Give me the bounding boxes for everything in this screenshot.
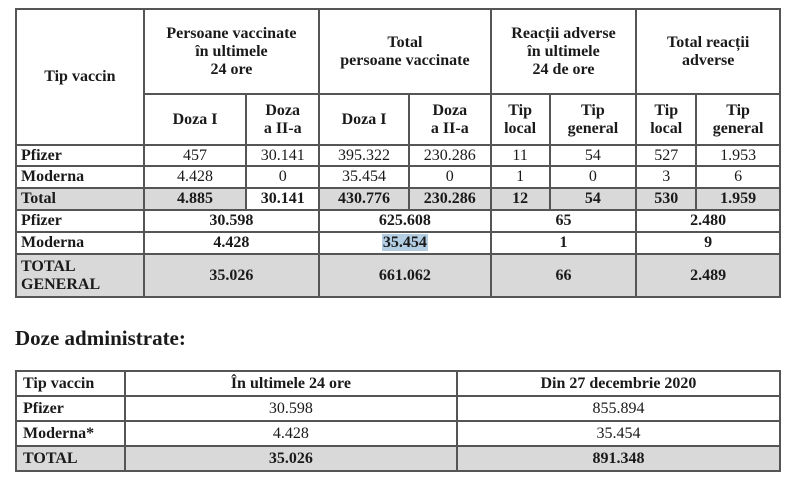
- cell: 2.480: [636, 210, 780, 232]
- cell: 2.489: [636, 254, 780, 297]
- subheader-tip-local: Tip local: [636, 94, 696, 145]
- cell: 4.885: [144, 188, 247, 210]
- cell: 66: [491, 254, 637, 297]
- subheader-doza-2: Doza a II-a: [409, 94, 491, 145]
- header-since-date: Din 27 decembrie 2020: [457, 371, 780, 396]
- cell: 11: [491, 145, 550, 166]
- cell: 1: [491, 166, 550, 188]
- cell: 35.026: [125, 446, 457, 471]
- header-total-vaccinated: Total persoane vaccinate: [319, 9, 491, 94]
- cell: 6: [696, 166, 780, 188]
- row-label: Pfizer: [16, 145, 144, 166]
- row-label: Pfizer: [16, 210, 144, 232]
- cell: 30.598: [125, 396, 457, 421]
- cell: 891.348: [457, 446, 780, 471]
- cell: 4.428: [125, 421, 457, 446]
- table-row: [16, 396, 780, 421]
- cell: 12: [491, 188, 550, 210]
- row-label: Moderna: [16, 166, 144, 188]
- row-label: Total: [16, 188, 144, 210]
- doses-administered-table: [15, 370, 781, 472]
- cell-highlighted[interactable]: [319, 232, 491, 254]
- header-last-24h: În ultimele 24 ore: [125, 371, 457, 396]
- cell: 0: [550, 166, 637, 188]
- summary-row: [16, 210, 780, 232]
- subheader-doza-1: Doza I: [144, 94, 247, 145]
- row-label: Pfizer: [16, 396, 125, 421]
- cell: 35.454: [457, 421, 780, 446]
- cell: 527: [636, 145, 696, 166]
- cell: 9: [636, 232, 780, 254]
- cell: 35.454: [319, 166, 409, 188]
- row-label: Moderna*: [16, 421, 125, 446]
- table-row: [16, 166, 780, 188]
- subheader-doza-1: Doza I: [319, 94, 409, 145]
- cell: 230.286: [409, 188, 491, 210]
- total-row: [16, 188, 780, 210]
- cell: 430.776: [319, 188, 409, 210]
- subheader-tip-general: Tip general: [550, 94, 637, 145]
- cell: 625.608: [319, 210, 491, 232]
- header-vaccinated-24h: Persoane vaccinate în ultimele 24 ore: [144, 9, 319, 94]
- cell: 855.894: [457, 396, 780, 421]
- vaccination-stats-table: [15, 8, 781, 298]
- cell: 1.959: [696, 188, 780, 210]
- header-tip-vaccin: Tip vaccin: [16, 371, 125, 396]
- row-label: TOTAL GENERAL: [16, 254, 144, 297]
- cell: 3: [636, 166, 696, 188]
- cell: 54: [550, 188, 637, 210]
- header-tip-vaccin: Tip vaccin: [16, 9, 144, 145]
- text-selection-highlight[interactable]: 35.454: [382, 234, 427, 251]
- row-label: TOTAL: [16, 446, 125, 471]
- total-row: [16, 446, 780, 471]
- cell: 4.428: [144, 166, 247, 188]
- cell: 54: [550, 145, 637, 166]
- cell: 4.428: [144, 232, 319, 254]
- table-row: [16, 421, 780, 446]
- cell: 65: [491, 210, 637, 232]
- subheader-tip-general: Tip general: [696, 94, 780, 145]
- cell: 230.286: [409, 145, 491, 166]
- cell: 457: [144, 145, 247, 166]
- cell: 30.598: [144, 210, 319, 232]
- summary-row: [16, 232, 780, 254]
- subheader-tip-local: Tip local: [491, 94, 550, 145]
- table-header-row: [16, 371, 780, 396]
- cell: 1.953: [696, 145, 780, 166]
- cell: 1: [491, 232, 637, 254]
- section-heading: Doze administrate:: [15, 326, 186, 350]
- cell: 35.026: [144, 254, 319, 297]
- header-adverse-24h: Reacții adverse în ultimele 24 de ore: [491, 9, 637, 94]
- cell: 0: [246, 166, 319, 188]
- cell: 530: [636, 188, 696, 210]
- subheader-doza-2: Doza a II-a: [246, 94, 319, 145]
- cell: 395.322: [319, 145, 409, 166]
- cell: 0: [409, 166, 491, 188]
- header-total-adverse: Total reacții adverse: [636, 9, 780, 94]
- row-label: Moderna: [16, 232, 144, 254]
- table-row: [16, 145, 780, 166]
- cell: 30.141: [246, 188, 319, 210]
- cell: 661.062: [319, 254, 491, 297]
- cell: 30.141: [246, 145, 319, 166]
- total-general-row: [16, 254, 780, 297]
